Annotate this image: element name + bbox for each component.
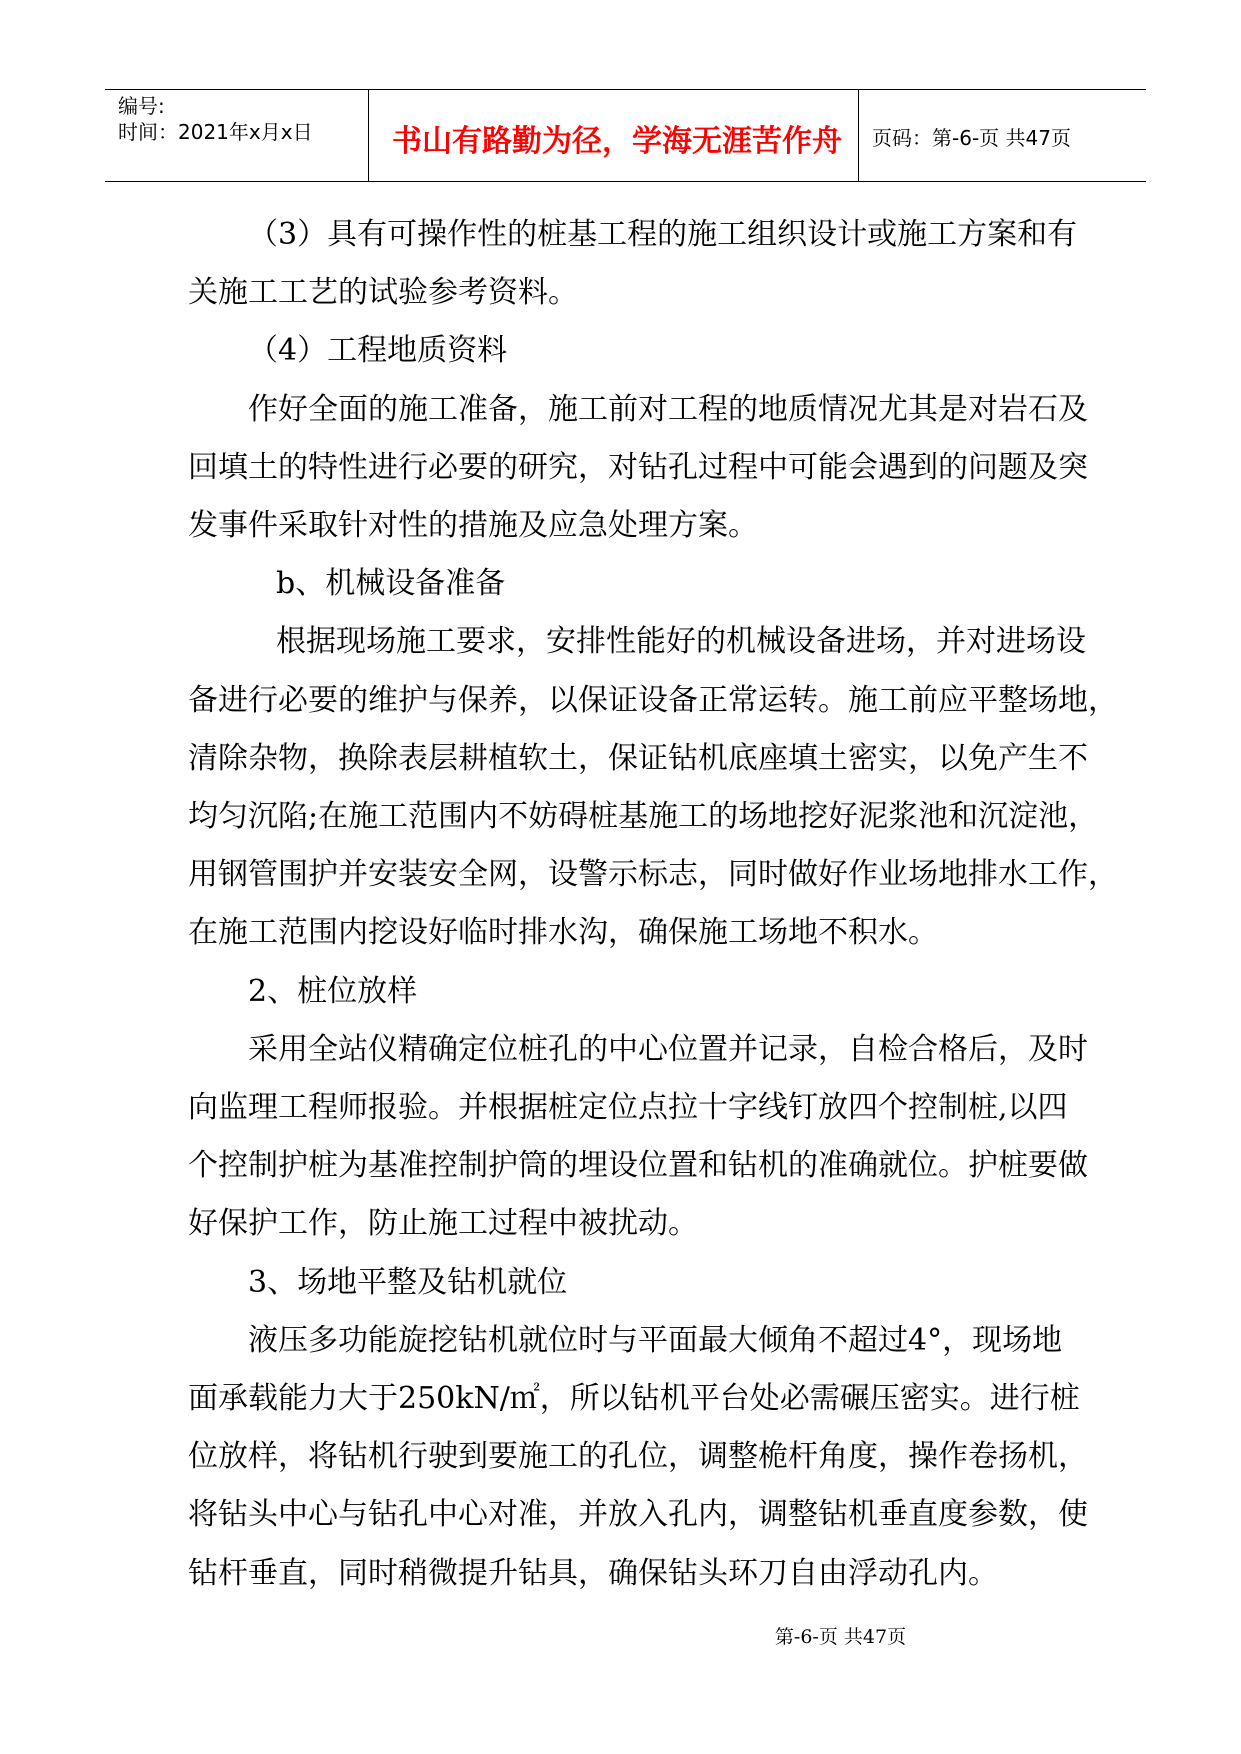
header-page-label: 页码：第-6-页 共47页 [872, 126, 1071, 150]
serial-number-label: 编号: [118, 94, 165, 118]
document-body [188, 206, 1118, 1603]
text-line: 发事件采取针对性的措施及应急处理方案。 [188, 508, 758, 544]
text-line: 用钢管围护并安装安全网，设警示标志，同时做好作业场地排水工作， [188, 857, 1118, 893]
text-line: 在施工范围内挖设好临时排水沟，确保施工场地不积水。 [188, 915, 938, 951]
text-line: 将钻头中心与钻孔中心对准，并放入孔内，调整钻机垂直度参数，使 [188, 1497, 1088, 1533]
page-header [0, 0, 1241, 190]
text-line: 备进行必要的维护与保养，以保证设备正常运转。施工前应平整场地， [188, 682, 1118, 718]
header-motto: 书山有路勤为径，学海无涯苦作舟 [392, 124, 842, 159]
text-line: 个控制护桩为基准控制护筒的埋设位置和钻机的准确就位。护桩要做 [188, 1148, 1088, 1184]
text-line: 清除杂物，换除表层耕植软土，保证钻机底座填土密实，以免产生不 [188, 740, 1088, 776]
text-line: （4）工程地质资料 [248, 333, 508, 369]
header-divider-left [368, 89, 369, 181]
text-line: 作好全面的施工准备，施工前对工程的地质情况尤其是对岩石及 [248, 391, 1088, 427]
text-line: 向监理工程师报验。并根据桩定位点拉十字线钉放四个控制桩,以四 [188, 1090, 1068, 1126]
text-line: b、机械设备准备 [276, 566, 506, 602]
text-line: 3、场地平整及钻机就位 [248, 1264, 568, 1300]
text-line: 均匀沉陷;在施工范围内不妨碍桩基施工的场地挖好泥浆池和沉淀池， [188, 799, 1099, 835]
text-line: 根据现场施工要求，安排性能好的机械设备进场，并对进场设 [276, 624, 1086, 660]
page-footer [0, 1622, 1241, 1649]
text-line: 钻杆垂直，同时稍微提升钻具，确保钻头环刀自由浮动孔内。 [188, 1555, 998, 1591]
text-line: 液压多功能旋挖钻机就位时与平面最大倾角不超过4°，现场地 [248, 1322, 1063, 1358]
header-bottom-rule [105, 181, 1146, 182]
text-line: 2、桩位放样 [248, 973, 418, 1009]
text-line: 关施工工艺的试验参考资料。 [188, 275, 578, 311]
text-line: （3）具有可操作性的桩基工程的施工组织设计或施工方案和有 [248, 217, 1078, 252]
time-label: 时间：2021年x月x日 [118, 120, 313, 144]
header-top-rule [105, 89, 1146, 90]
text-line: 面承载能力大于250kN/㎡，所以钻机平台处必需碾压密实。进行桩 [188, 1381, 1080, 1417]
footer-page-number: 第-6-页 共47页 [774, 1626, 907, 1648]
text-line: 回填土的特性进行必要的研究，对钻孔过程中可能会遇到的问题及突 [188, 449, 1088, 485]
text-line: 采用全站仪精确定位桩孔的中心位置并记录，自检合格后，及时 [248, 1031, 1088, 1067]
text-line: 位放样，将钻机行驶到要施工的孔位，调整桅杆角度，操作卷扬机， [188, 1439, 1088, 1475]
text-line: 好保护工作，防止施工过程中被扰动。 [188, 1206, 698, 1242]
